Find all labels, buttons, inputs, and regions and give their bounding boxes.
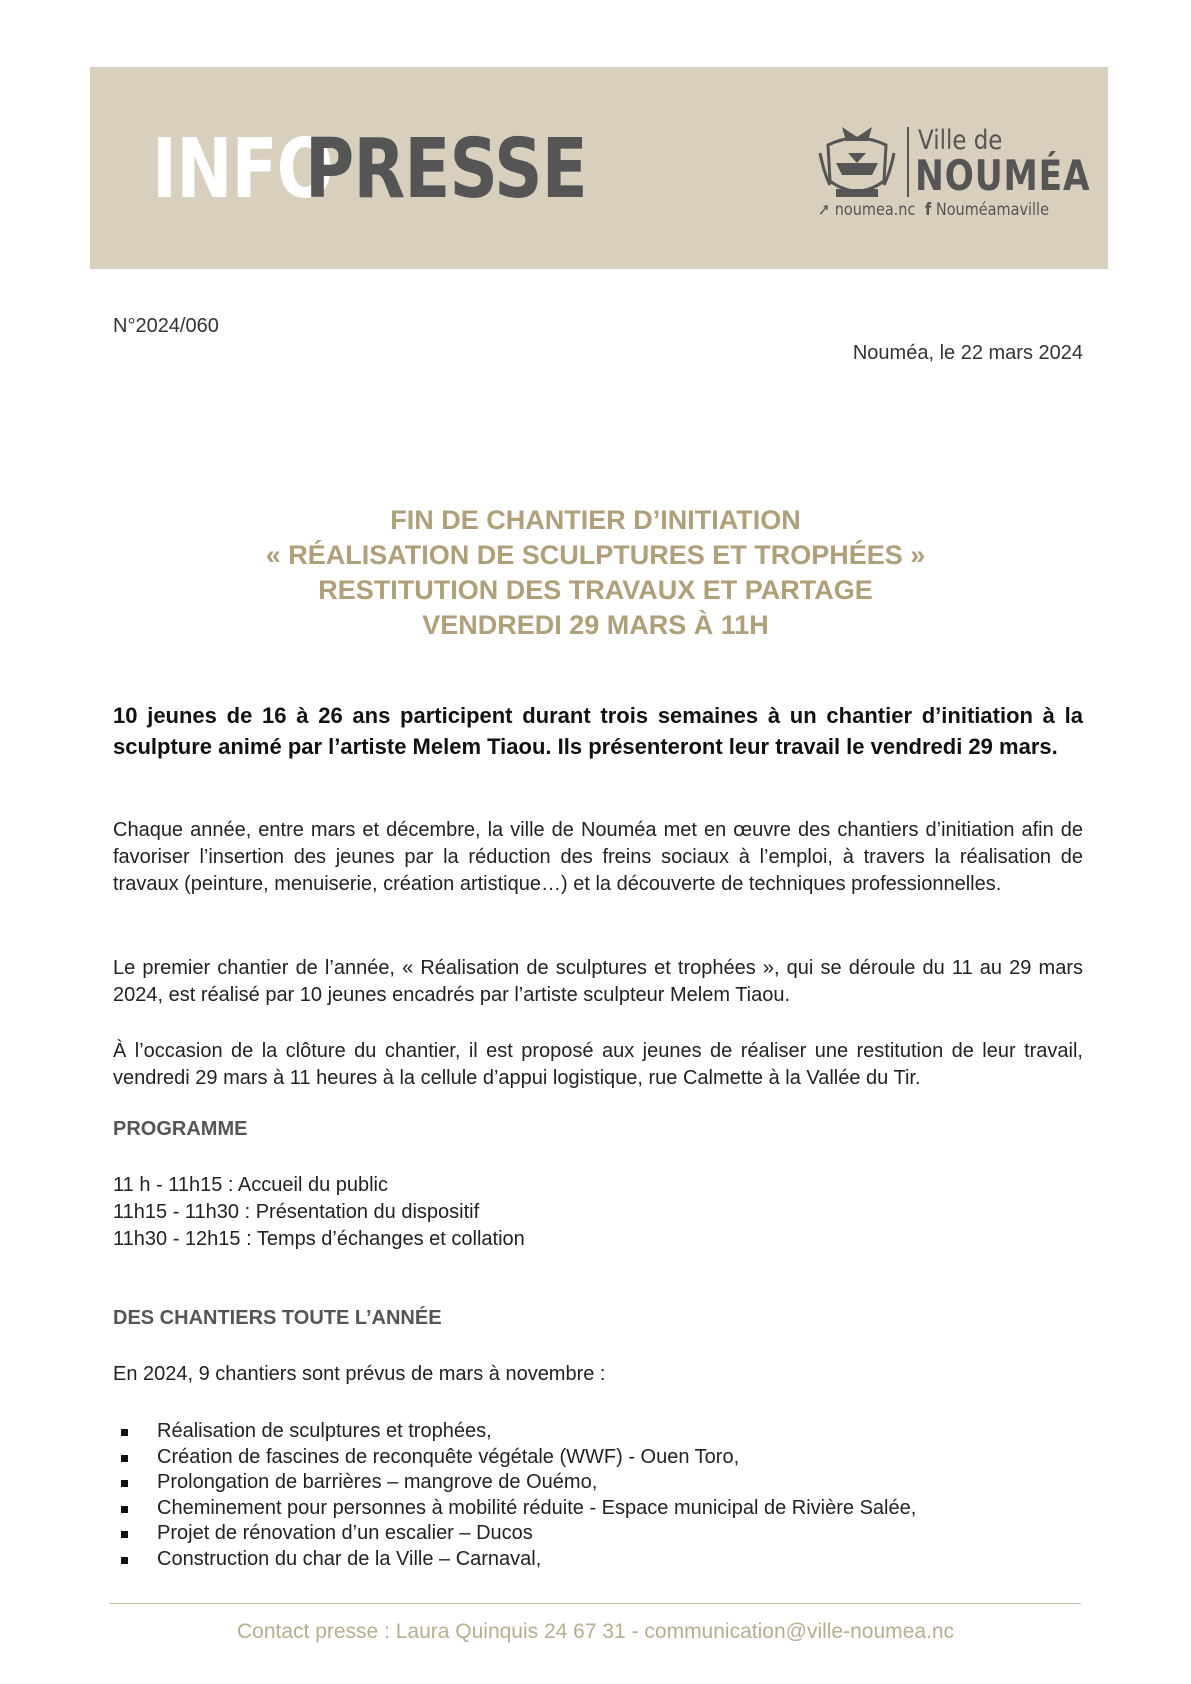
body-paragraph: À l’occasion de la clôture du chantier, il est proposé aux jeunes de réaliser une restitution de leur travail, vendredi 29 mars à 11 heures à la cellule d’appui logistique, rue Calmette à la Vallée du Tir. bbox=[113, 1040, 1083, 1089]
facebook-link[interactable]: Nouméamaville bbox=[935, 200, 1049, 220]
city-name-text: NOUMÉA bbox=[915, 151, 1091, 200]
logo-info-text: INFO bbox=[152, 122, 334, 217]
chantiers-intro: En 2024, 9 chantiers sont prévus de mars à novembre : bbox=[113, 1363, 606, 1385]
chantiers-list bbox=[113, 1419, 916, 1572]
list-item: Réalisation de sculptures et trophées, bbox=[113, 1419, 916, 1445]
programme-item: 11h30 - 12h15 : Temps d’échanges et collation bbox=[113, 1228, 525, 1250]
title-line: FIN DE CHANTIER D’INITIATION bbox=[390, 505, 801, 535]
chantiers-heading: DES CHANTIERS TOUTE L’ANNÉE bbox=[113, 1307, 442, 1329]
title-line: VENDREDI 29 MARS À 11H bbox=[422, 610, 769, 640]
programme-item: 11 h - 11h15 : Accueil du public bbox=[113, 1174, 388, 1196]
list-item: Création de fascines de reconquête végétale (WWF) - Ouen Toro, bbox=[113, 1445, 916, 1471]
title-line: « RÉALISATION DE SCULPTURES ET TROPHÉES » bbox=[265, 540, 926, 570]
header-banner bbox=[90, 67, 1108, 269]
body-paragraph: Chaque année, entre mars et décembre, la ville de Nouméa met en œuvre des chantiers d’initiation afin de favoriser l’insertion des jeunes par la réduction des freins sociaux à l’emploi, à travers la réalisation de travaux (peinture, menuiserie, création artistique…) et la découverte de techniques professionnelles. bbox=[113, 819, 1083, 895]
lead-paragraph: 10 jeunes de 16 à 26 ans participent durant trois semaines à un chantier d’initiation à la sculpture animé par l’artiste Melem Tiaou. Ils présenteront leur travail le vendredi 29 mars. bbox=[113, 703, 1083, 759]
city-crest-icon bbox=[818, 123, 896, 203]
list-item: Construction du char de la Ville – Carnaval, bbox=[113, 1547, 916, 1573]
social-links bbox=[818, 200, 1049, 220]
programme-item: 11h15 - 11h30 : Présentation du dispositif bbox=[113, 1201, 480, 1223]
title-line: RESTITUTION DES TRAVAUX ET PARTAGE bbox=[318, 575, 873, 605]
list-item: Prolongation de barrières – mangrove de Ouémo, bbox=[113, 1470, 916, 1496]
website-link[interactable]: noumea.nc bbox=[834, 200, 916, 220]
press-title bbox=[100, 503, 1091, 643]
ville-de-text: Ville de bbox=[918, 125, 1003, 156]
body-paragraph: Le premier chantier de l’année, « Réalisation de sculptures et trophées », qui se déroule du 11 au 29 mars 2024, est réalisé par 10 jeunes encadrés par l’artiste sculpteur Melem Tiaou. bbox=[113, 957, 1083, 1006]
footer-divider bbox=[110, 1603, 1081, 1604]
arrow-icon: ➚ bbox=[818, 200, 831, 220]
list-item: Cheminement pour personnes à mobilité réduite - Espace municipal de Rivière Salée, bbox=[113, 1496, 916, 1522]
logo-presse-text: PRESSE bbox=[305, 122, 587, 217]
place-date: Nouméa, le 22 mars 2024 bbox=[852, 342, 1083, 364]
footer-contact: Contact presse : Laura Quinquis 24 67 31 - communication@ville-noumea.nc bbox=[236, 1620, 955, 1643]
programme-heading: PROGRAMME bbox=[113, 1118, 248, 1140]
facebook-icon: f bbox=[919, 200, 932, 220]
list-item: Projet de rénovation d’un escalier – Ducos bbox=[113, 1521, 916, 1547]
press-reference: N°2024/060 bbox=[113, 315, 219, 337]
programme-list bbox=[113, 1172, 1083, 1253]
logo-divider bbox=[907, 127, 909, 197]
